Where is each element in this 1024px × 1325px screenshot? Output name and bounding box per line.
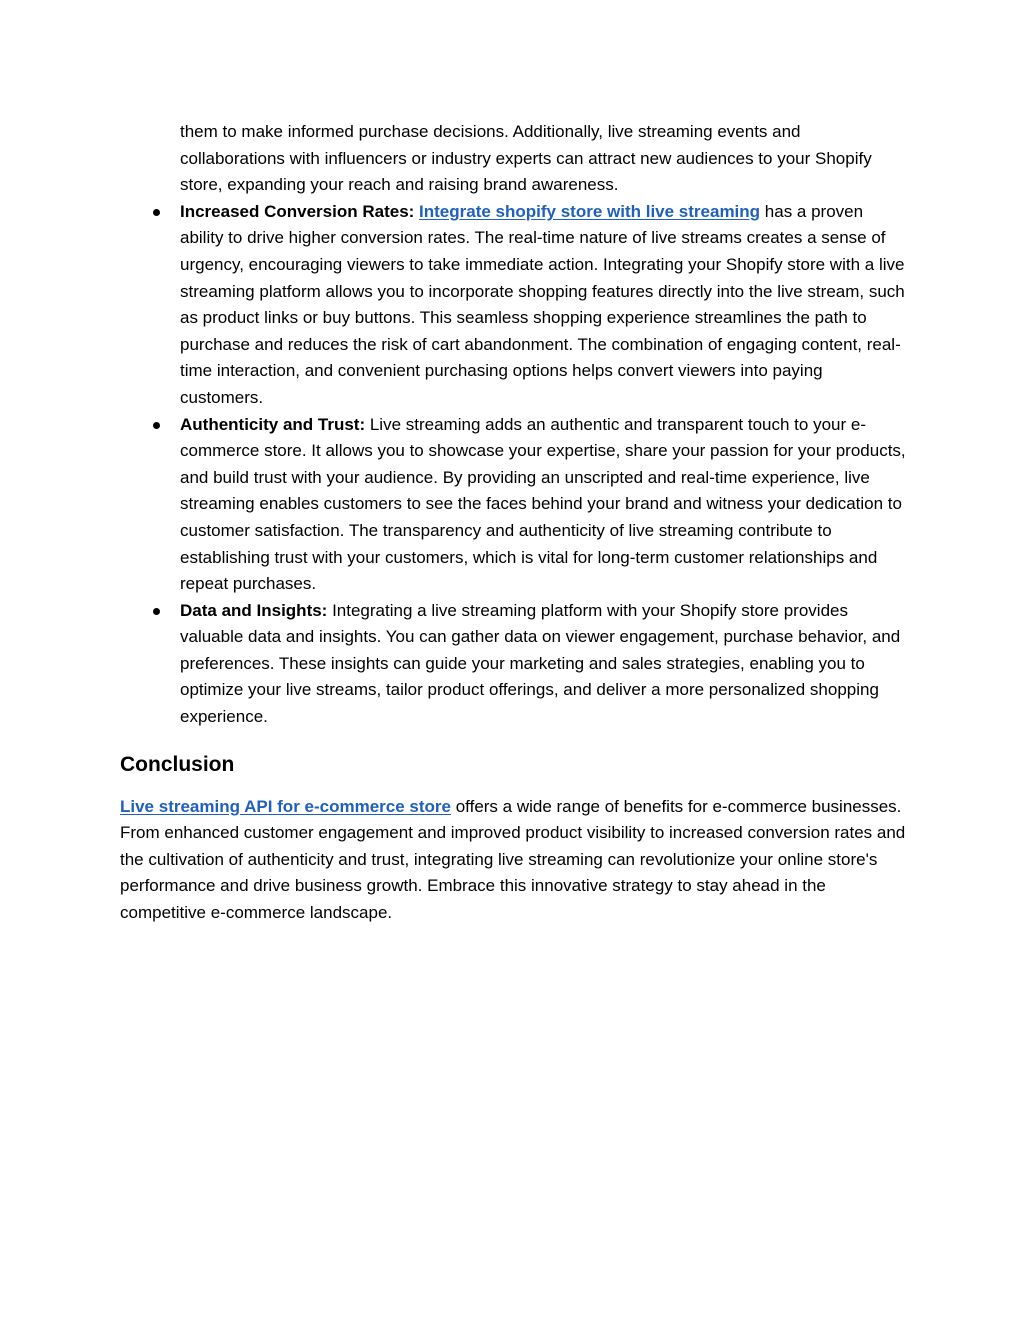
list-item-authenticity-trust: [120, 412, 910, 598]
list-item-text: has a proven ability to drive higher conversion rates. The real-time nature of live streams creates a sense of urgency, encouraging viewers to take immediate action. Integrating your Shopify store with a live streaming platform allows you to incorporate shopping features directly into the live stream, such as product links or buy buttons. This seamless shopping experience streamlines the path to purchase and reduces the risk of cart abandonment. The combination of engaging content, real-time interaction, and convenient purchasing options helps convert viewers into paying customers.: [180, 201, 905, 407]
conclusion-text: offers a wide range of benefits for e-commerce businesses. From enhanced customer engagement and improved product visibility to increased conversion rates and the cultivation of authenticity and trust, integrating live streaming can revolutionize your online store's performance and drive business growth. Embrace this innovative strategy to stay ahead in the competitive e-commerce landscape.: [120, 796, 906, 923]
conclusion-heading: Conclusion: [120, 752, 235, 776]
shopify-live-streaming-link[interactable]: Integrate shopify store with live streaming: [419, 201, 761, 221]
benefits-list: [120, 119, 910, 731]
list-item-data-insights: [120, 598, 910, 731]
bullet-icon: [153, 608, 160, 615]
list-item-title: Increased Conversion Rates:: [180, 201, 420, 221]
list-item-conversion-rates: [120, 199, 910, 412]
list-item-text: Live streaming adds an authentic and transparent touch to your e-commerce store. It allows you to showcase your expertise, share your passion for your products, and build trust with your audience. By providing an unscripted and real-time experience, live streaming enables customers to see the faces behind your brand and witness your dedication to customer satisfaction. The transparency and authenticity of live streaming contribute to establishing trust with your customers, which is vital for long-term customer relationships and repeat purchases.: [180, 414, 906, 594]
conclusion-paragraph: [120, 794, 910, 927]
list-item-text: them to make informed purchase decisions. Additionally, live streaming events and collaborations with influencers or industry experts can attract new audiences to your Shopify store, expanding your reach and raising brand awareness.: [180, 122, 872, 195]
list-item-title: Authenticity and Trust:: [180, 414, 370, 434]
list-item-text: Integrating a live streaming platform with your Shopify store provides valuable data and insights. You can gather data on viewer engagement, purchase behavior, and preferences. These insights can guide your marketing and sales strategies, enabling you to optimize your live streams, tailor product offerings, and deliver a more personalized shopping experience.: [180, 600, 901, 727]
bullet-icon: [153, 209, 160, 216]
live-streaming-api-link[interactable]: Live streaming API for e-commerce store: [120, 796, 451, 816]
list-item-title: Data and Insights:: [180, 600, 333, 620]
bullet-icon: [153, 422, 160, 429]
page-content: [120, 119, 910, 927]
list-item-continuation: [120, 119, 910, 199]
